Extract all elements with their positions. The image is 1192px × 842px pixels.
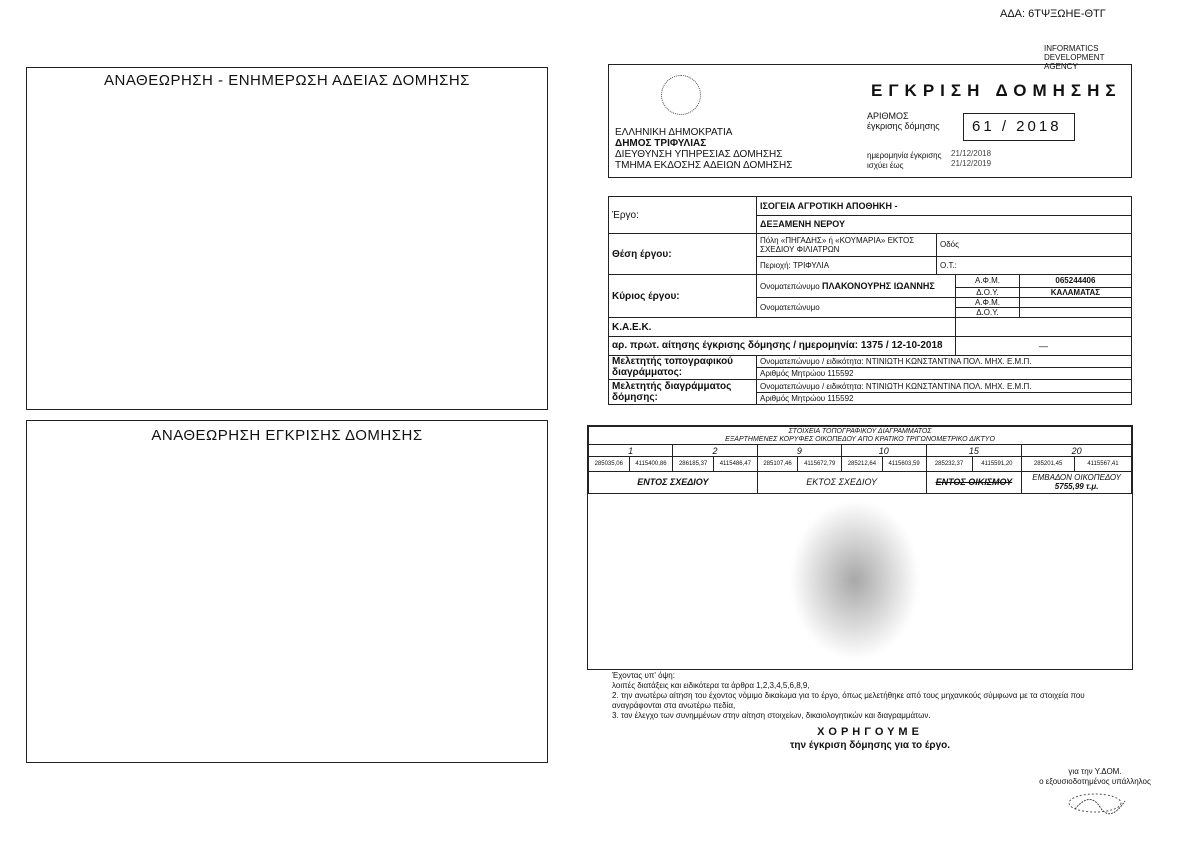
- approval-number: 61 / 2018: [963, 113, 1075, 141]
- ot-label: Ο.Τ.:: [937, 256, 1132, 275]
- site-plan-image: [790, 500, 920, 660]
- consideration-item: 2. την ανωτέρω αίτηση του έχοντος νόμιμο δικαίωμα για το έργο, όπως μελετήθηκε από τους μηχανικούς σύμφωνα με τα στοιχεία που αναγράφονται στα ανωτέρω πεδία,: [612, 691, 1085, 710]
- vertex-coordinate: 4115486,47: [713, 457, 757, 471]
- vertex-coordinate: 4115591,20: [972, 457, 1022, 471]
- afm-label: Α.Φ.Μ.: [956, 275, 1020, 287]
- box-title: ΑΝΑΘΕΩΡΗΣΗ - ΕΝΗΜΕΡΩΣΗ ΑΔΕΙΑΣ ΔΟΜΗΣΗΣ: [104, 72, 470, 89]
- owner-name-label: Ονοματεπώνυμο: [760, 282, 820, 292]
- revision-approval-box: [26, 420, 548, 763]
- authority-block: [615, 127, 792, 171]
- approval-header: [608, 64, 1132, 178]
- signature-block: [1020, 767, 1170, 822]
- grant-heading: ΧΟΡΗΓΟΥΜΕ: [817, 726, 923, 738]
- validity-label: ισχύει έως: [867, 161, 904, 170]
- vertex-coordinate: 285232,37: [926, 457, 972, 471]
- topographic-engineer-label: Μελετητής τοπογραφικού διαγράμματος:: [609, 355, 757, 380]
- signature-line: για την Υ.ΔΟΜ.: [1068, 767, 1122, 776]
- vertex-coordinate: 286185,37: [673, 457, 714, 471]
- document-title: ΕΓΚΡΙΣΗ ΔΟΜΗΣΗΣ: [871, 81, 1122, 100]
- vertex-number: 15: [926, 445, 1022, 457]
- vertex-coordinate: 285035,06: [589, 457, 630, 471]
- vertex-number: 1: [589, 445, 673, 457]
- building-engineer-registry: Αριθμός Μητρώου 115592: [760, 393, 854, 403]
- revision-permit-box: [26, 67, 548, 410]
- agency-logo-text: INFORMATICS DEVELOPMENT AGENCY: [1044, 44, 1105, 71]
- project-name: ΔΕΞΑΜΕΝΗ ΝΕΡΟΥ: [757, 215, 1132, 234]
- authority-line: ΤΜΗΜΑ ΕΚΔΟΣΗΣ ΑΔΕΙΩΝ ΔΟΜΗΣΗΣ: [615, 160, 793, 171]
- topo-title: ΣΤΟΙΧΕΙΑ ΤΟΠΟΓΡΑΦΙΚΟΥ ΔΙΑΓΡΑΜΜΑΤΟΣ: [788, 427, 932, 435]
- project-label: Έργο:: [609, 197, 757, 234]
- doy-label: Δ.Ο.Υ.: [956, 308, 1020, 318]
- building-engineer-name: Ονοματεπώνυμο / ειδικότητα: ΝΤΙΝΙΩΤΗ ΚΩΝΣΤΑΝΤΙΝΑ ΠΟΛ. ΜΗΧ. Ε.Μ.Π.: [757, 381, 1131, 393]
- vertex-coordinate: 4115567,41: [1074, 457, 1131, 471]
- vertex-coordinate: 285212,64: [842, 457, 883, 471]
- location-label: Θέση έργου:: [609, 234, 757, 275]
- vertex-coordinate: 285201,45: [1022, 457, 1075, 471]
- vertex-number: 9: [757, 445, 841, 457]
- owner-name: ΠΛΑΚΟΝΟΥΡΗΣ ΙΩΑΝΝΗΣ: [821, 281, 935, 292]
- doy-label: Δ.Ο.Υ.: [956, 287, 1020, 297]
- vertex-coordinate: 4115672,79: [798, 457, 842, 471]
- afm-value: 065244406: [1019, 275, 1131, 287]
- kaek-label: Κ.Α.Ε.Κ.: [609, 318, 956, 337]
- consideration-item: λοιπές διατάξεις και ειδικότερα τα άρθρα 1,2,3,4,5,6,8,9,: [612, 681, 810, 690]
- application-number-date: αρ. πρωτ. αίτησης έγκρισης δόμησης / ημερομηνία: 1375 / 12-10-2018: [609, 337, 956, 356]
- signature-line: ο εξουσιοδοτημένος υπάλληλος: [1039, 777, 1151, 786]
- ada-code: ΑΔΑ: 6ΤΨΞΩΗΕ-ΘΤΓ: [1000, 8, 1106, 20]
- authority-line: ΕΛΛΗΝΙΚΗ ΔΗΜΟΚΡΑΤΙΑ: [615, 127, 733, 138]
- topo-subtitle: ΕΞΑΡΤΗΜΕΝΕΣ ΚΟΡΥΦΕΣ ΟΙΚΟΠΕΔΟΥ ΑΠΟ ΚΡΑΤΙΚΟ ΤΡΙΓΩΝΟΜΕΤΡΙΚΟ ΔΙΚΤΥΟ: [725, 435, 995, 443]
- number-label: έγκρισης δόμησης: [867, 121, 940, 131]
- vertex-coordinate: 4115603,59: [882, 457, 926, 471]
- topographic-engineer-registry: Αριθμός Μητρώου 115592: [760, 368, 854, 378]
- vertex-number: 20: [1022, 445, 1132, 457]
- status-inside-plan: ΕΝΤΟΣ ΣΧΕΔΙΟΥ: [589, 471, 758, 493]
- signature-stamp-icon: [1055, 789, 1135, 819]
- considerations-intro: Έχοντας υπ' όψη:: [612, 671, 675, 680]
- doy-value: ΚΑΛΑΜΑΤΑΣ: [1019, 287, 1131, 297]
- plot-area-label: ΕΜΒΑΔΟΝ ΟΙΚΟΠΕΔΟΥ: [1032, 473, 1121, 483]
- authority-line: ΔΗΜΟΣ ΤΡΙΦΥΛΙΑΣ: [615, 138, 707, 149]
- box-title: ΑΝΑΘΕΩΡΗΣΗ ΕΓΚΡΙΣΗΣ ΔΟΜΗΣΗΣ: [151, 427, 423, 444]
- owner2-name-label: Ονοματεπώνυμο: [757, 297, 956, 318]
- building-engineer-label: Μελετητής διαγράμματος δόμησης:: [609, 380, 757, 405]
- status-inside-settlement: ΕΝΤΟΣ ΟΙΚΙΣΜΟΥ: [926, 471, 1022, 493]
- considerations: [612, 671, 1132, 721]
- validity-date: 21/12/2019: [951, 159, 992, 168]
- vertex-coordinate: 4115400,86: [629, 457, 673, 471]
- vertex-coordinate: 285107,46: [757, 457, 798, 471]
- date-label: ημερομηνία έγκρισης: [867, 151, 942, 160]
- afm-label: Α.Φ.Μ.: [956, 297, 1020, 307]
- vertex-number: 2: [673, 445, 757, 457]
- location-city: Πόλη «ΠΗΓΑΔΗΣ» ή «ΚΟΥΜΑΡΙΑ» ΕΚΤΟΣ ΣΧΕΔΙΟΥ ΦΙΛΙΑΤΡΩΝ: [757, 234, 937, 257]
- plot-area-value: 5755,99 τ.μ.: [1054, 482, 1099, 492]
- consideration-item: 3. τον έλεγχο των συνημμένων στην αίτηση στοιχείων, δικαιολογητικών και διαγραμμάτων.: [612, 711, 931, 720]
- coat-of-arms-seal-icon: [661, 75, 701, 115]
- authority-line: ΔΙΕΥΘΥΝΣΗ ΥΠΗΡΕΣΙΑΣ ΔΟΜΗΣΗΣ: [615, 149, 783, 160]
- grant-subheading: την έγκριση δόμησης για το έργο.: [789, 740, 951, 751]
- approval-date: 21/12/2018: [951, 149, 992, 158]
- owner-label: Κύριος έργου:: [609, 275, 757, 318]
- number-label: ΑΡΙΘΜΟΣ: [867, 111, 909, 121]
- location-area: Περιοχή: ΤΡΙΦΥΛΙΑ: [757, 256, 937, 275]
- status-outside-plan: ΕΚΤΟΣ ΣΧΕΔΙΟΥ: [757, 471, 926, 493]
- vertex-number: 10: [842, 445, 926, 457]
- street-label: Οδός: [937, 234, 1132, 257]
- project-name: ΙΣΟΓΕΙΑ ΑΓΡΟΤΙΚΗ ΑΠΟΘΗΚΗ -: [757, 197, 1132, 216]
- project-details-table: [608, 196, 1132, 405]
- topographic-engineer-name: Ονοματεπώνυμο / ειδικότητα: ΝΤΙΝΙΩΤΗ ΚΩΝΣΤΑΝΤΙΝΑ ΠΟΛ. ΜΗΧ. Ε.Μ.Π.: [757, 356, 1131, 368]
- empty-value: —: [956, 337, 1132, 356]
